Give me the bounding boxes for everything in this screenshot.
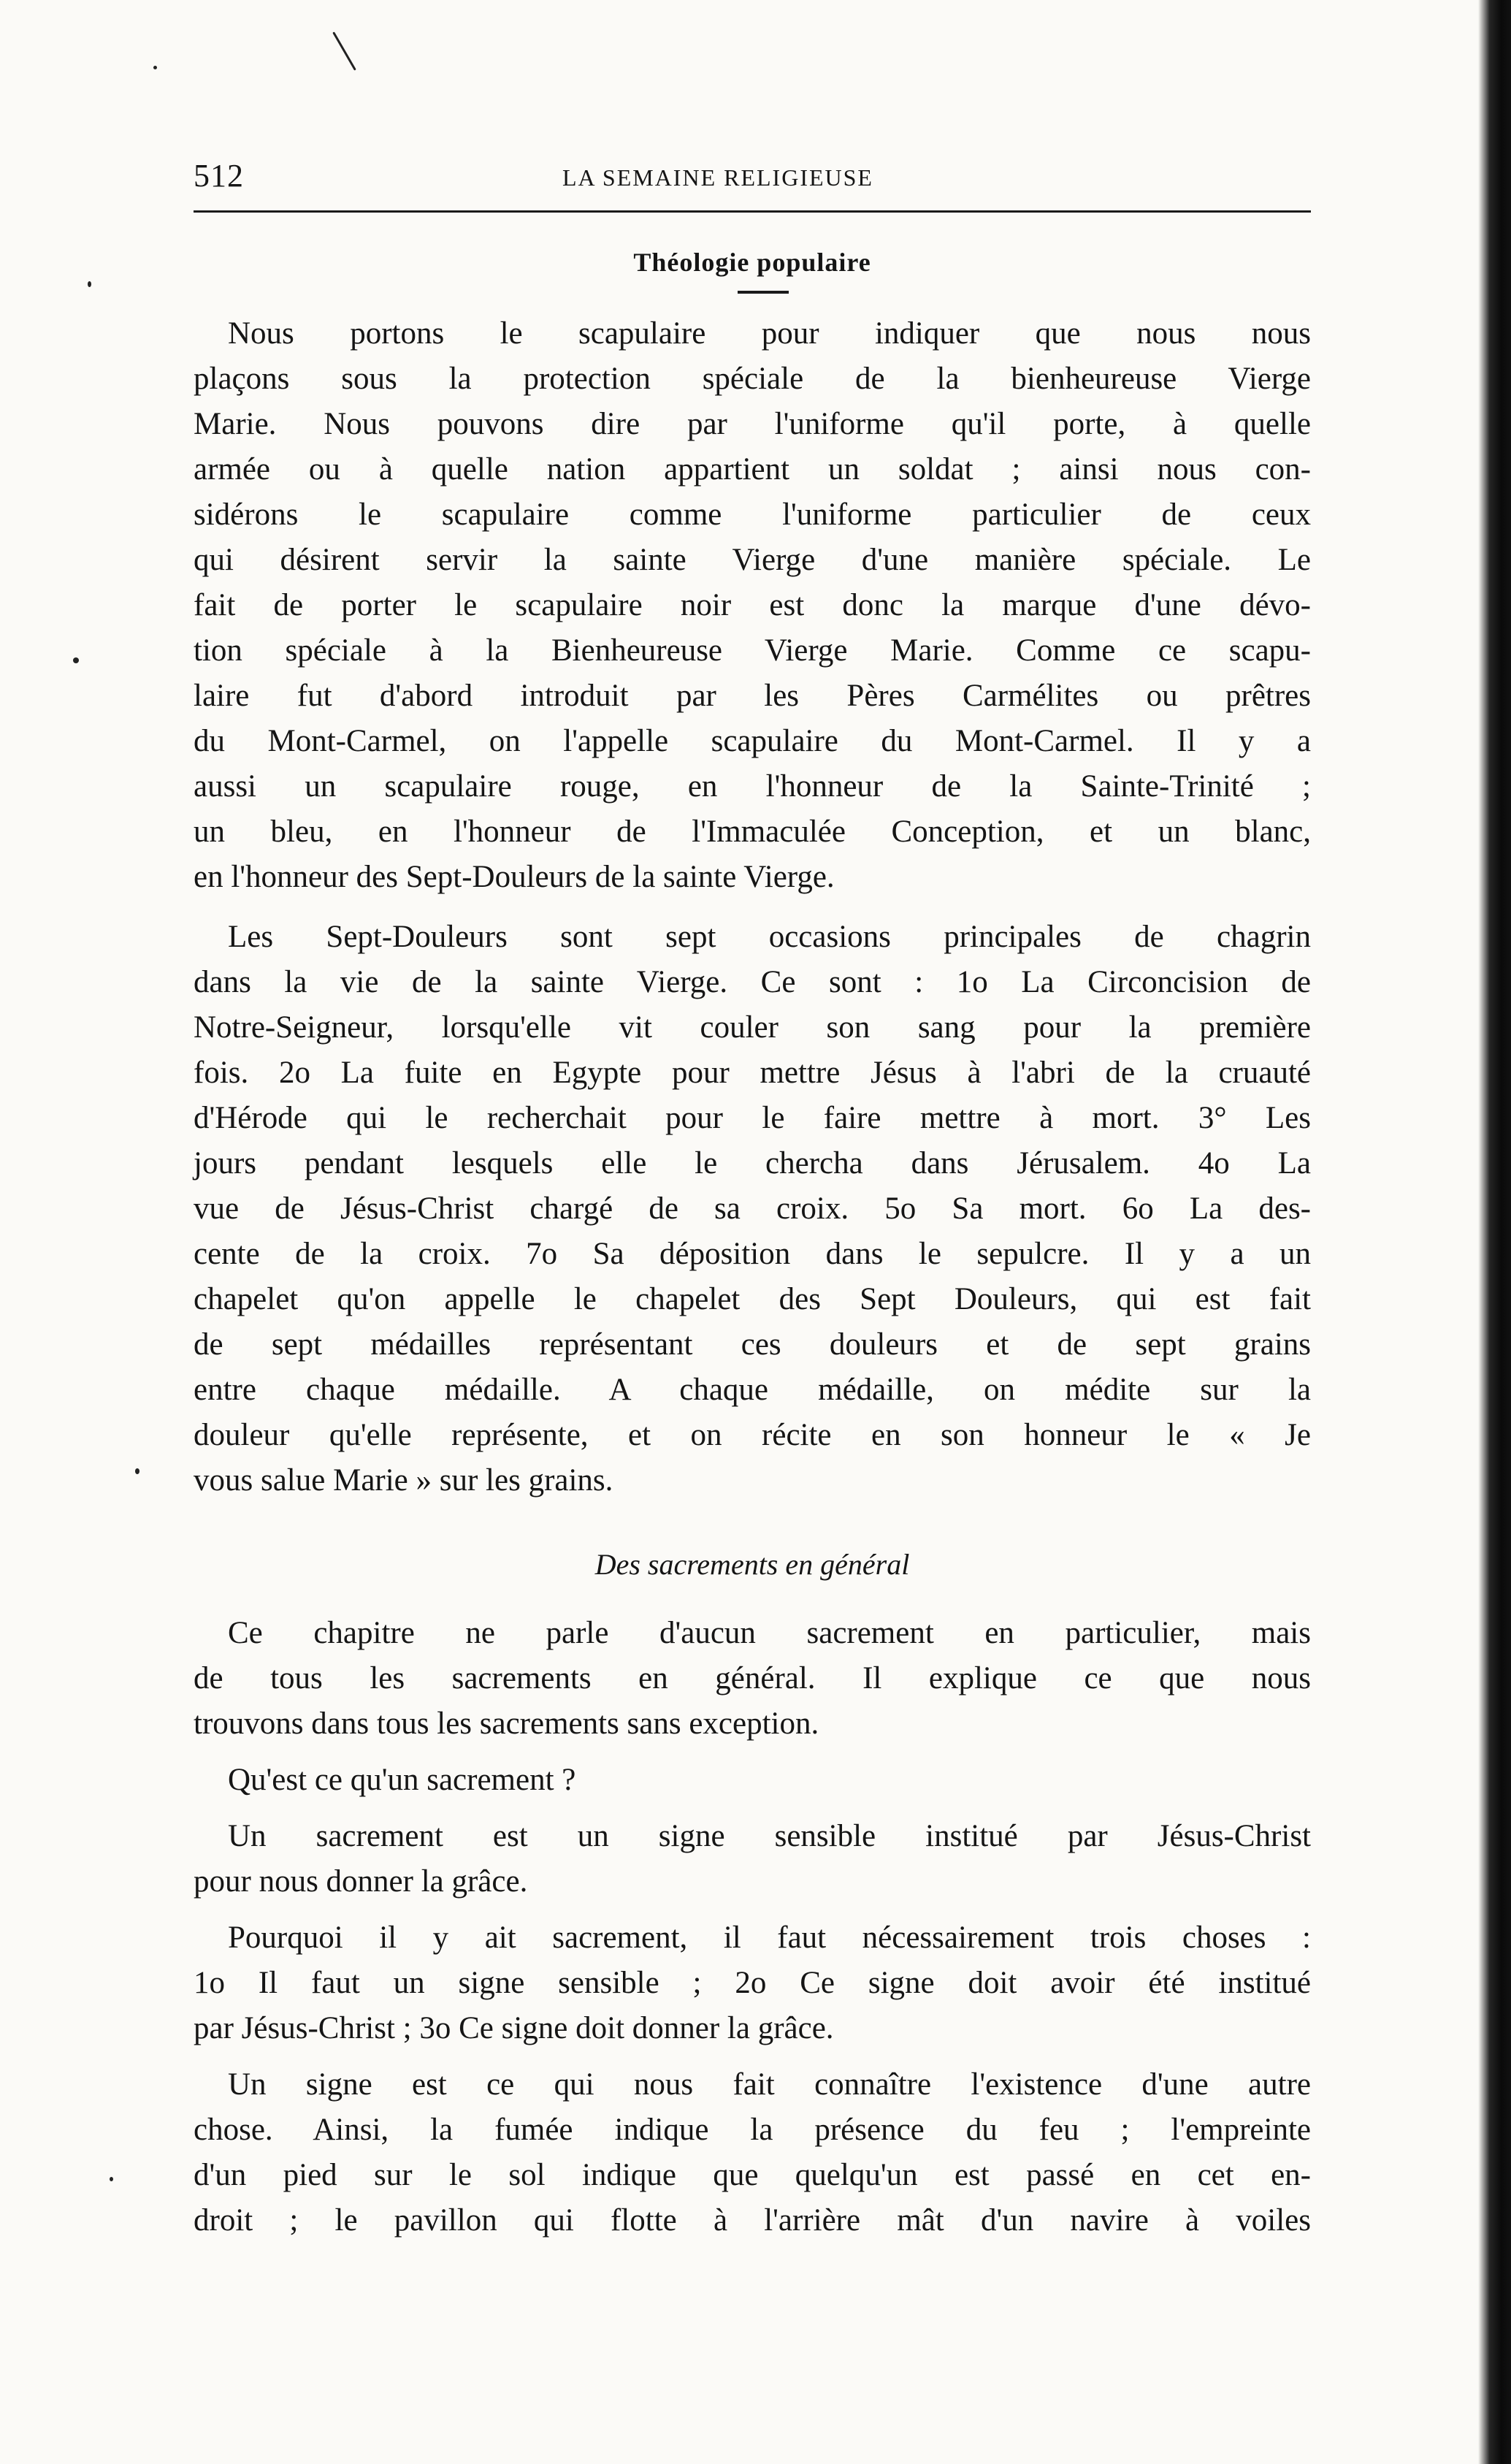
text-line: cente de la croix. 7o Sa déposition dans le sepulcre. Il y a un	[194, 1237, 1311, 1271]
scan-speck	[135, 1468, 139, 1474]
text-line: laire fut d'abord introduit par les Pères Carmélites ou prêtres	[194, 679, 1311, 713]
text-line: douleur qu'elle représente, et on récite en son honneur le « Je	[194, 1418, 1311, 1452]
text-line: du Mont-Carmel, on l'appelle scapulaire du Mont-Carmel. Il y a	[194, 724, 1311, 758]
text-line: aussi un scapulaire rouge, en l'honneur de la Sainte-Trinité ;	[194, 769, 1311, 804]
text-line: vous salue Marie » sur les grains.	[194, 1463, 613, 1498]
text-line: Un sacrement est un signe sensible institué par Jésus-Christ	[228, 1819, 1311, 1853]
text-line: en l'honneur des Sept-Douleurs de la sainte Vierge.	[194, 860, 835, 894]
text-line: chose. Ainsi, la fumée indique la présence du feu ; l'empreinte	[194, 2113, 1311, 2147]
text-line: par Jésus-Christ ; 3o Ce signe doit donner la grâce.	[194, 2011, 834, 2045]
text-line: de sept médailles représentant ces douleurs et de sept grains	[194, 1327, 1311, 1362]
text-line: un bleu, en l'honneur de l'Immaculée Conception, et un blanc,	[194, 815, 1311, 849]
running-title: LA SEMAINE RELIGIEUSE	[562, 164, 873, 191]
text-line: tion spéciale à la Bienheureuse Vierge Marie. Comme ce scapu-	[194, 633, 1311, 668]
section-title: Théologie populaire	[633, 248, 871, 277]
text-line: Ce chapitre ne parle d'aucun sacrement en particulier, mais	[228, 1616, 1311, 1650]
scan-speck	[153, 66, 157, 69]
text-line: pour nous donner la grâce.	[194, 1864, 528, 1899]
scan-speck	[88, 281, 91, 287]
text-line: armée ou à quelle nation appartient un soldat ; ainsi nous con-	[194, 452, 1311, 487]
text-line: droit ; le pavillon qui flotte à l'arrière mât d'un navire à voiles	[194, 2203, 1311, 2238]
text-line: entre chaque médaille. A chaque médaille, on médite sur la	[194, 1373, 1311, 1407]
text-line: plaçons sous la protection spéciale de la bienheureuse Vierge	[194, 362, 1311, 396]
page-header	[194, 150, 1311, 208]
text-line: Pourquoi il y ait sacrement, il faut nécessairement trois choses :	[228, 1921, 1311, 1955]
text-line: Nous portons le scapulaire pour indiquer que nous nous	[228, 316, 1311, 351]
scan-speck	[110, 2177, 113, 2181]
text-line: Les Sept-Douleurs sont sept occasions principales de chagrin	[228, 920, 1311, 954]
section-title-rule	[738, 291, 789, 294]
text-line: chapelet qu'on appelle le chapelet des Sept Douleurs, qui est fait	[194, 1282, 1311, 1316]
text-line: sidérons le scapulaire comme l'uniforme particulier de ceux	[194, 497, 1311, 532]
text-line: d'un pied sur le sol indique que quelqu'un est passé en cet en-	[194, 2158, 1311, 2192]
text-line: trouvons dans tous les sacrements sans exception.	[194, 1706, 819, 1741]
text-line: Marie. Nous pouvons dire par l'uniforme qu'il porte, à quelle	[194, 407, 1311, 441]
scan-edge-shadow	[1478, 0, 1511, 2464]
header-rule	[194, 210, 1311, 213]
scan-speck	[73, 657, 79, 663]
text-line: qui désirent servir la sainte Vierge d'une manière spéciale. Le	[194, 543, 1311, 577]
text-line: Un signe est ce qui nous fait connaître l'existence d'une autre	[228, 2067, 1311, 2102]
text-line: Qu'est ce qu'un sacrement ?	[228, 1763, 576, 1797]
text-line: Notre-Seigneur, lorsqu'elle vit couler son sang pour la première	[194, 1010, 1311, 1045]
text-line: dans la vie de la sainte Vierge. Ce sont : 1o La Circoncision de	[194, 965, 1311, 999]
scan-speck	[332, 31, 356, 70]
page-number: 512	[194, 158, 244, 194]
text-line: d'Hérode qui le recherchait pour le faire mettre à mort. 3° Les	[194, 1101, 1311, 1135]
text-line: fois. 2o La fuite en Egypte pour mettre Jésus à l'abri de la cruauté	[194, 1056, 1311, 1090]
text-line: 1o Il faut un signe sensible ; 2o Ce signe doit avoir été institué	[194, 1966, 1311, 2000]
subsection-title: Des sacrements en général	[594, 1548, 910, 1581]
text-line: fait de porter le scapulaire noir est donc la marque d'une dévo-	[194, 588, 1311, 622]
text-line: jours pendant lesquels elle le chercha dans Jérusalem. 4o La	[194, 1146, 1311, 1180]
text-line: vue de Jésus-Christ chargé de sa croix. 5o Sa mort. 6o La des-	[194, 1191, 1311, 1226]
text-line: de tous les sacrements en général. Il explique ce que nous	[194, 1661, 1311, 1696]
